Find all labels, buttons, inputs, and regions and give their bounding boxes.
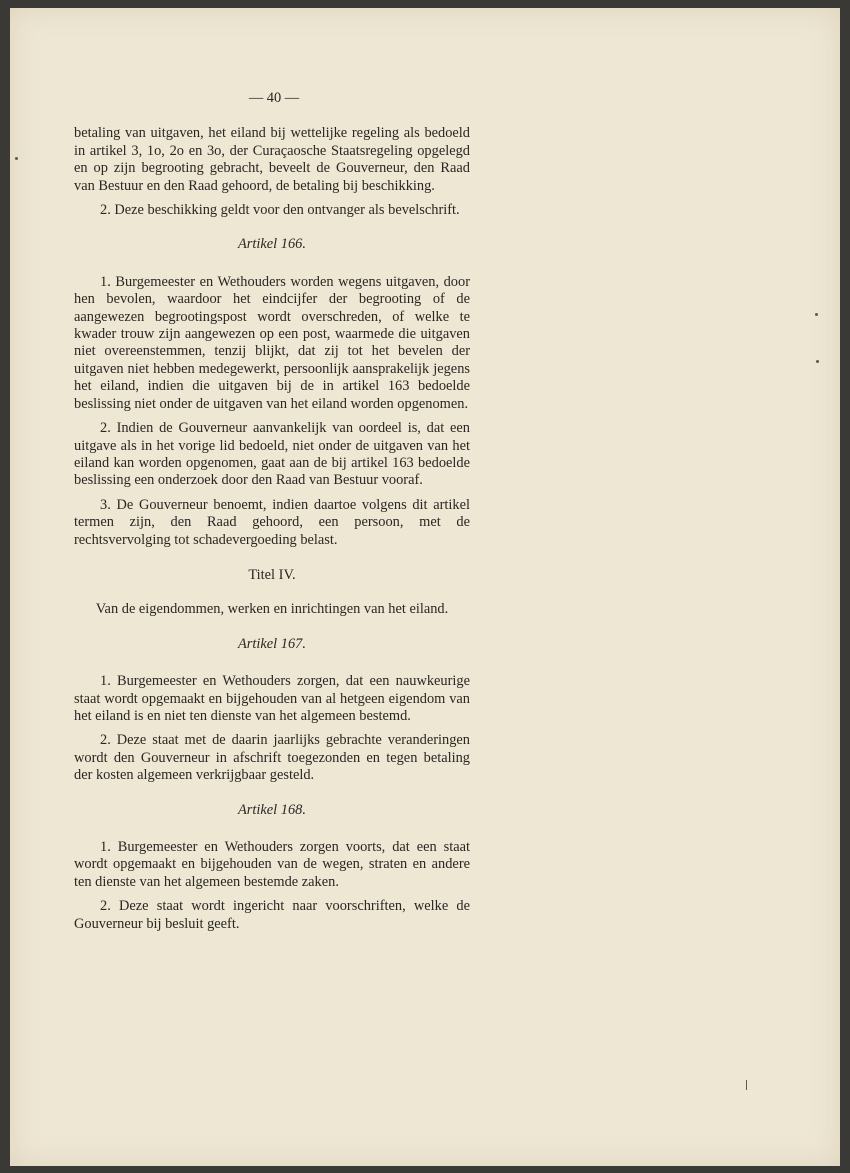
article-168-heading: Artikel 168. [238, 801, 306, 818]
opening-paragraph-2: 2. Deze beschikking geldt voor den ontvanger als bevelschrift. [100, 202, 460, 219]
article-168-paragraph-1: 1. Burgemeester en Wethouders zorgen voorts, dat een staat wordt opgemaakt en bijgehouden van de wegen, straten en andere ten dienste van het algemeen bestemde zaken. [74, 839, 470, 890]
article-167-heading: Artikel 167. [238, 635, 306, 652]
page-text [74, 90, 470, 940]
opening-paragraph: betaling van uitgaven, het eiland bij wettelijke regeling als bedoeld in artikel 3, 1o, 2o en 3o, der Curaçaosche Staatsregeling opgelegd en op zijn begrooting gebracht, beveelt de Gouverneur, den Raad van Bestuur en den Raad gehoord, de betaling bij beschikking. [74, 125, 470, 194]
article-166-paragraph-1: 1. Burgemeester en Wethouders worden wegens uitgaven, door hen bevolen, waardoor het eindcijfer der begrooting of de aangewezen begrootingspost wordt overschreden, of welke te kwader trouw zijn aangewezen op een post, waarmede die uitgaven niet overeenstemmen, tenzij blijkt, dat zij tot het bevelen der uitgaven niet hebben medegewerkt, persoonlijk aansprakelijk jegens het eiland, indien die uitgaven bij de in artikel 163 bedoelde beslissing niet onder de uitgaven van het eiland worden opgenomen. [74, 273, 470, 412]
document-page [10, 8, 840, 1166]
page-number: — 40 — [248, 90, 300, 106]
article-167-paragraph-1: 1. Burgemeester en Wethouders zorgen, dat een nauwkeurige staat wordt opgemaakt en bijgehouden van al hetgeen eigendom van het eiland is en niet ten dienste van het algemeen bestemd. [74, 673, 470, 724]
paper-speck [15, 157, 18, 160]
paper-speck [816, 360, 819, 363]
article-166-paragraph-3: 3. De Gouverneur benoemt, indien daartoe volgens dit artikel termen zijn, den Raad gehoord, een persoon, met de rechtsvervolging tot schadevergoeding belast. [74, 496, 470, 548]
article-168-paragraph-2: 2. Deze staat wordt ingericht naar voorschriften, welke de Gouverneur bij besluit geeft. [74, 898, 470, 932]
article-166-heading: Artikel 166. [238, 236, 306, 253]
paper-speck [746, 1080, 747, 1090]
article-166-paragraph-2: 2. Indien de Gouverneur aanvankelijk van oordeel is, dat een uitgave als in het vorige lid bedoeld, niet onder de uitgaven van het eiland kan worden opgenomen, gaat aan de bij artikel 163 bedoelde beslissing een onderzoek door den Raad van Bestuur vooraf. [74, 420, 470, 489]
paper-speck [815, 313, 818, 316]
title-iv-heading: Titel IV. [248, 566, 296, 583]
title-iv-subtitle: Van de eigendommen, werken en inrichtingen van het eiland. [95, 601, 449, 618]
article-167-paragraph-2: 2. Deze staat met de daarin jaarlijks gebrachte veranderingen wordt den Gouverneur in afschrift toegezonden en tegen betaling der kosten algemeen verkrijgbaar gesteld. [74, 732, 470, 784]
